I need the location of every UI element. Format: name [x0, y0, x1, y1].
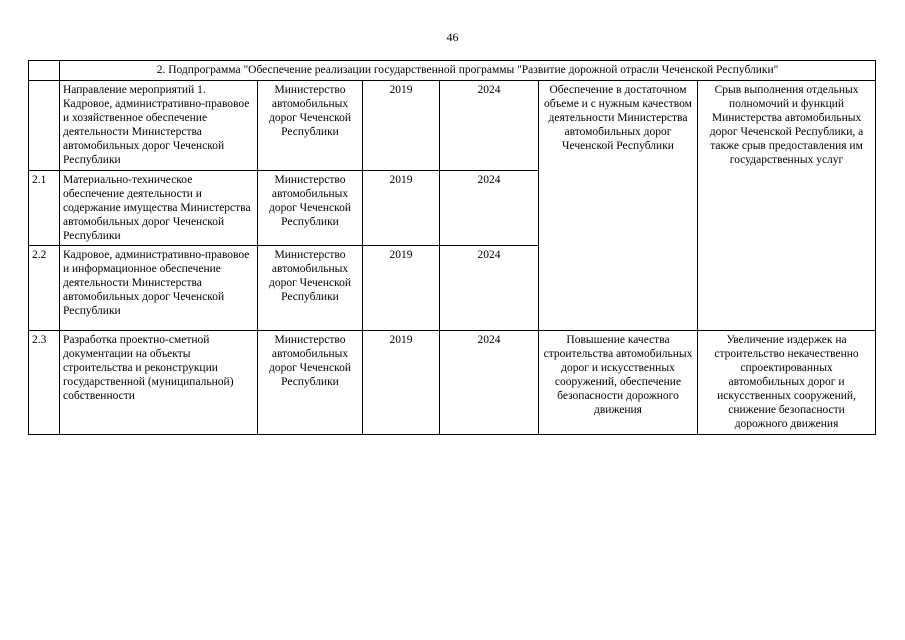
end-year: 2024 — [440, 81, 539, 171]
consequence: Увеличение издержек на строительство некачественно спроектированных автомобильных дорог и искусственных сооружений, снижение безопасности дорожного движения — [698, 331, 876, 435]
start-year: 2019 — [363, 171, 440, 246]
subprogram-table — [28, 60, 876, 435]
measure-name: Направление мероприятий 1. Кадровое, административно-правовое и хозяйственное обеспечение деятельности Министерства автомобильных дорог Чеченской Республики — [60, 81, 258, 171]
page-number: 46 — [446, 30, 459, 44]
executor: Министерство автомобильных дорог Чеченской Республики — [258, 246, 363, 331]
start-year: 2019 — [363, 246, 440, 331]
consequence-merged: Срыв выполнения отдельных полномочий и функций Министерства автомобильных дорог Чеченской Республики, а также срыв предоставления им государственных услуг — [698, 81, 876, 331]
executor: Министерство автомобильных дорог Чеченской Республики — [258, 171, 363, 246]
row-number: 2.1 — [29, 171, 60, 246]
end-year: 2024 — [440, 171, 539, 246]
expected-result: Повышение качества строительства автомобильных дорог и искусственных сооружений, обеспечение безопасности дорожного движения — [539, 331, 698, 435]
end-year: 2024 — [440, 331, 539, 435]
measure-name: Материально-техническое обеспечение деятельности и содержание имущества Министерства автомобильных дорог Чеченской Республики — [60, 171, 258, 246]
subprogram-header-row — [29, 61, 876, 81]
row-number: 2.2 — [29, 246, 60, 331]
measure-name: Кадровое, административно-правовое и информационное обеспечение деятельности Министерства автомобильных дорог Чеченской Республики — [60, 246, 258, 331]
expected-result-merged: Обеспечение в достаточном объеме и с нужным качеством деятельности Министерства автомобильных дорог Чеченской Республики — [539, 81, 698, 331]
table-row — [29, 81, 876, 171]
row-number: 2.3 — [29, 331, 60, 435]
start-year: 2019 — [363, 81, 440, 171]
executor: Министерство автомобильных дорог Чеченской Республики — [258, 331, 363, 435]
measure-name: Разработка проектно-сметной документации на объекты строительства и реконструкции государственной (муниципальной) собственности — [60, 331, 258, 435]
executor: Министерство автомобильных дорог Чеченской Республики — [258, 81, 363, 171]
subprogram-title: 2. Подпрограмма "Обеспечение реализации государственной программы "Развитие дорожной отрасли Чеченской Республики" — [60, 61, 876, 81]
end-year: 2024 — [440, 246, 539, 331]
table-row — [29, 331, 876, 435]
start-year: 2019 — [363, 331, 440, 435]
row-number — [29, 81, 60, 171]
header-num-cell — [29, 61, 60, 81]
